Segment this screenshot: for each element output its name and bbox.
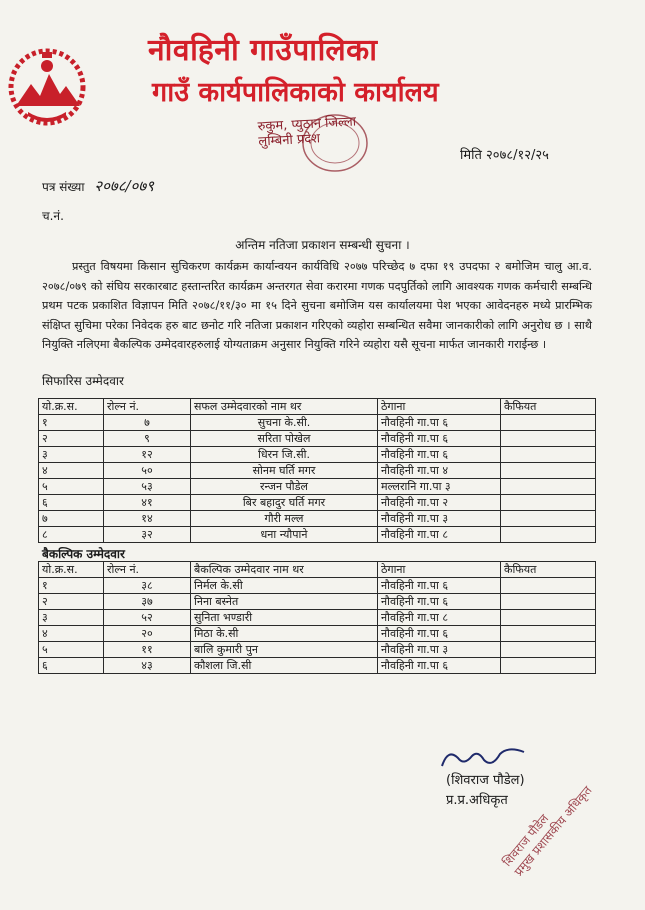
table-row [39,463,596,479]
table-cell: २ [39,594,104,610]
column-header: बैकल्पिक उम्मेदवार नाम थर [191,562,378,578]
table-cell: १ [39,415,104,431]
table-cell [501,626,596,642]
table-cell: ४३ [104,658,191,674]
table-cell: नौवहिनी गा.पा ६ [378,431,501,447]
column-header: कैफियत [501,399,596,415]
table-cell: रन्जन पौडेल [191,479,378,495]
table-cell: मिठा के.सी [191,626,378,642]
signer-post: प्र.प्र.अधिकृत [446,793,508,808]
municipality-title: नौवहिनी गाउँपालिका [148,33,378,68]
table-cell: नौवहिनी गा.पा ६ [378,626,501,642]
dispatch-number-label: च.नं. [42,209,64,223]
table-cell: ७ [104,415,191,431]
table-cell [501,431,596,447]
table-cell: नौवहिनी गा.पा ३ [378,511,501,527]
table-cell: २ [39,431,104,447]
table-row [39,578,596,594]
table-cell: २० [104,626,191,642]
table-cell: कौशला जि.सी [191,658,378,674]
table-cell: नौवहिनी गा.पा ८ [378,527,501,543]
table-cell: ११ [104,642,191,658]
office-title: गाउँ कार्यपालिकाको कार्यालय [152,77,439,108]
table-row [39,495,596,511]
table-row [39,626,596,642]
table-cell: नौवहिनी गा.पा २ [378,495,501,511]
table-cell [501,642,596,658]
table-cell: ६ [39,495,104,511]
table-cell: ८ [39,527,104,543]
reference-label: पत्र संख्या [42,180,85,194]
table-header-row [39,562,596,578]
table-cell: १४ [104,511,191,527]
table-cell: ३ [39,610,104,626]
table-cell [501,511,596,527]
table-cell [501,479,596,495]
notice-body: प्रस्तुत विषयमा किसान सुचिकरण कार्यक्रम कार्यान्वयन कार्यविधि २०७७ परिच्छेद ७ दफा १९ उपदफा २ बमोजिम चालु आ.व. २०७८/०७९ को संघिय सरकारबाट हस्तान्तरित कार्यक्रम अन्तरगत सेवा करारमा गणक पदपुर्तिको लागि आवश्यक गणक कर्मचारी सम्बन्धि प्रथम पटक प्रकाशित विज्ञापन मिति २०७८/११/३० मा १५ दिने सुचना बमोजिम यस कार्यालयमा पेश भएका आवेदनहरु मध्ये प्रारम्भिक संक्षिप्त सुचिमा परेका निवेदक हरु बाट छनोट गरि नतिजा प्रकाशन गरिएको व्यहोरा सम्बन्धित सवैमा जानकारीको लागि अनुरोध छ । साथै नियुक्ति नलिएमा बैकल्पिक उम्मेदवारहरुलाई योग्यताक्रम अनुसार नियुक्ति गरिने व्यहोरा यसै सूचना मार्फत जानकारी गराईन्छ । [42,260,592,351]
table-row [39,479,596,495]
notice-subject: अन्तिम नतिजा प्रकाशन सम्बन्धी सुचना । [235,238,410,252]
column-header: ठेगाना [378,562,501,578]
table-cell: बिर बहादुर घर्ति मगर [191,495,378,511]
letter-date: मिति २०७८/१२/२५ [460,148,549,163]
table-cell: गौरी मल्ल [191,511,378,527]
table-row [39,594,596,610]
table-cell: ३२ [104,527,191,543]
table-cell: ४ [39,463,104,479]
table-cell [501,447,596,463]
column-header: रोल्न नं. [104,399,191,415]
table-cell: ६ [39,658,104,674]
table-cell: नौवहिनी गा.पा ४ [378,463,501,479]
table-cell: ३ [39,447,104,463]
table-cell: नौवहिनी गा.पा ८ [378,610,501,626]
table-cell [501,578,596,594]
officer-stamp: शिवराज पौडेल प्रमुख प्रशासकीय अधिकृत [500,783,595,879]
table-row [39,431,596,447]
table-cell: बालि कुमारी पुन [191,642,378,658]
table-cell: सुनिता भण्डारी [191,610,378,626]
table-cell: नौवहिनी गा.पा ६ [378,447,501,463]
office-address-stamp: रुकुम, प्युठान जिल्ला लुम्बिनी प्रदेश [257,114,357,150]
table-header-row [39,399,596,415]
table-cell: ३८ [104,578,191,594]
alternate-heading: बैकल्पिक उम्मेदवार [42,547,125,561]
table-cell: निना बस्नेत [191,594,378,610]
table-cell: नौवहिनी गा.पा ६ [378,594,501,610]
table-row [39,642,596,658]
alternate-table [38,561,596,674]
table-cell: नौवहिनी गा.पा ६ [378,578,501,594]
table-cell: मल्लरानि गा.पा ३ [378,479,501,495]
signer-name: (शिवराज पौडेल) [446,773,525,788]
table-cell: ५२ [104,610,191,626]
column-header: ठेगाना [378,399,501,415]
table-cell: ४ [39,626,104,642]
table-cell: १ [39,578,104,594]
table-row [39,447,596,463]
table-cell: ९ [104,431,191,447]
table-cell [501,658,596,674]
table-cell [501,594,596,610]
recommended-table [38,398,596,543]
table-cell: सरिता पोखेल [191,431,378,447]
table-cell: धिरन जि.सी. [191,447,378,463]
table-cell [501,463,596,479]
table-cell: ५० [104,463,191,479]
column-header: सफल उम्मेदवारको नाम थर [191,399,378,415]
government-emblem [6,44,88,130]
table-row [39,415,596,431]
recommended-heading: सिफारिस उम्मेदवार [42,374,124,388]
table-cell: ५३ [104,479,191,495]
table-cell [501,610,596,626]
table-cell: नौवहिनी गा.पा ६ [378,658,501,674]
reference-number: २०७८/०७९ [94,177,154,195]
column-header: कैफियत [501,562,596,578]
table-cell: ५ [39,479,104,495]
column-header: यो.क्र.स. [39,399,104,415]
table-cell: १२ [104,447,191,463]
table-cell [501,415,596,431]
table-cell: सुचना के.सी. [191,415,378,431]
table-cell: नौवहिनी गा.पा ३ [378,642,501,658]
table-cell: ४१ [104,495,191,511]
table-cell: ३७ [104,594,191,610]
table-cell: ५ [39,642,104,658]
table-cell: सोनम घर्ति मगर [191,463,378,479]
table-cell: धना न्यौपाने [191,527,378,543]
reference-line [42,176,154,196]
table-cell [501,527,596,543]
column-header: रोल्न नं. [104,562,191,578]
table-row [39,511,596,527]
table-row [39,658,596,674]
table-cell: नौवहिनी गा.पा ६ [378,415,501,431]
table-row [39,610,596,626]
table-cell: ७ [39,511,104,527]
table-cell: निर्मल के.सी [191,578,378,594]
table-cell [501,495,596,511]
table-row [39,527,596,543]
column-header: यो.क्र.स. [39,562,104,578]
